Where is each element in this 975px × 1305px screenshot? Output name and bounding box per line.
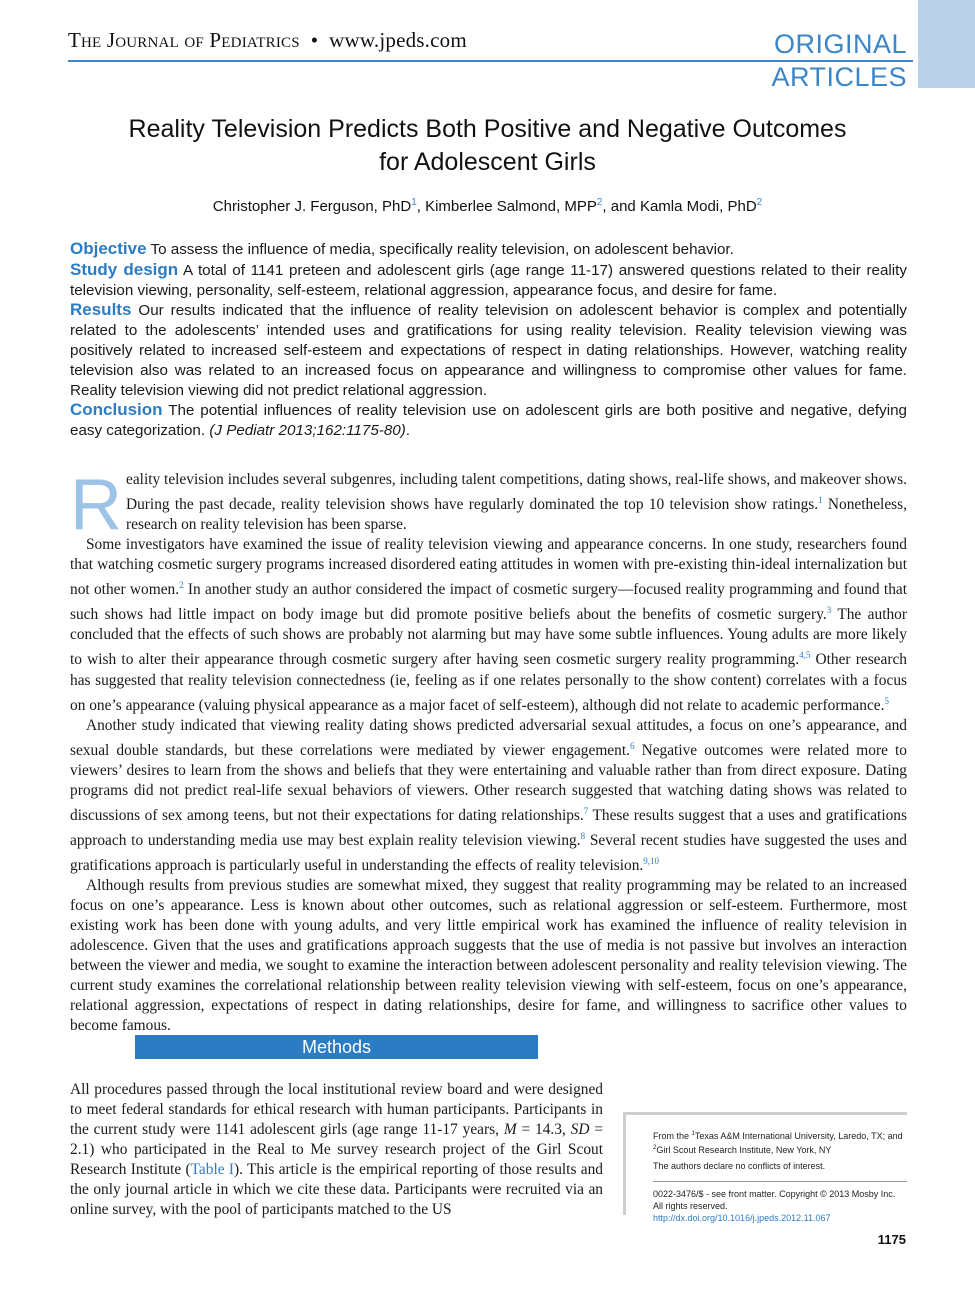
author-name: Christopher J. Ferguson, PhD — [212, 198, 412, 215]
paragraph — [70, 535, 907, 716]
paragraph-text: eality television includes several subgenres, including talent competitions, dating shows, real-life shows, and makeover shows. During the past decade, reality television shows have regularly dominated the top 10 television show ratings. — [126, 471, 907, 514]
author-name: Kimberlee Salmond, MPP — [425, 198, 597, 215]
paragraph-text: All procedures passed through the local institutional review board and were designed to meet federal standards for ethical research with human participants. Participants in the current study were 1141 adolescent girls (age range 11-17 years, — [70, 1081, 603, 1138]
footnote-text: From the — [653, 1131, 692, 1141]
paragraph-text: Nonetheless, research on reality television has been sparse. — [126, 496, 907, 534]
paragraph-text: Several recent studies have suggested the uses and gratifications approach is particularly useful in understanding the effects of reality television. — [70, 832, 907, 875]
abstract-text: To assess the influence of media, specifically reality television, on adolescent behavior. — [150, 241, 734, 258]
author-affiliation[interactable]: 1 — [411, 197, 417, 208]
abstract-results — [70, 300, 907, 400]
section-label-line2: ARTICLES — [771, 62, 907, 92]
paragraph-text: ). This article is the empirical reporting of those results and the only journal article in which we cite these data. Participants were recruited via an online survey, with the pool of participants matched to the US — [70, 1161, 603, 1218]
title-line2: for Adolescent Girls — [379, 148, 596, 176]
paragraph-text: In another study an author considered the impact of cosmetic surgery—focused reality programming and found that such shows had little impact on body image but did promote positive beliefs about the benefits of cosmetic surgery. — [70, 581, 908, 624]
section-side-tab — [918, 0, 975, 88]
paragraph-text: Some investigators have examined the issue of reality television viewing and appearance concerns. In one study, researchers found that watching cosmetic surgery programs increased disordered eating attitudes in women with pre-existing thin-ideal internalization but not other women. — [70, 536, 907, 599]
author-affiliation[interactable]: 2 — [596, 197, 603, 208]
paragraph-text: Another study indicated that viewing reality dating shows predicted adversarial sexual attitudes, a focus on one’s appearance, and sexual double standards, but these correlations were mediated by viewer engagement. — [70, 716, 907, 759]
abstract-text: The potential influences of reality television use on adolescent girls are both positive and negative, defying easy categorization. — [70, 402, 907, 440]
reference-link[interactable]: 7 — [583, 805, 589, 816]
footnote-box — [623, 1112, 907, 1224]
introduction — [70, 465, 908, 1036]
citation: (J Pediatr 2013;162:1175-80) — [209, 422, 406, 440]
footnote-text: Texas A&M International University, Laredo, TX; and — [694, 1131, 903, 1141]
conflict-statement: The authors declare no conflicts of interest. — [653, 1161, 826, 1171]
footnote-text: Girl Scout Research Institute, New York, NY — [656, 1145, 832, 1155]
reference-link[interactable]: 1 — [818, 495, 823, 505]
reference-link[interactable]: 2 — [179, 580, 184, 591]
journal-header — [68, 28, 467, 53]
dropcap: R — [70, 465, 122, 545]
stat-label: SD — [570, 1121, 590, 1138]
author-affiliation[interactable]: 2 — [756, 197, 763, 208]
abstract-label: Conclusion — [70, 400, 163, 420]
section-label-line1: ORIGINAL — [773, 29, 907, 59]
footnote-inner-rule — [653, 1181, 907, 1182]
abstract-label: Objective — [70, 239, 147, 258]
journal-url[interactable]: www.jpeds.com — [329, 28, 467, 52]
citation-end: . — [405, 422, 411, 440]
author-separator: , and — [602, 198, 640, 215]
author-separator: , — [416, 198, 426, 215]
doi-link[interactable]: http://dx.doi.org/10.1016/j.jpeds.2012.11.067 — [653, 1213, 831, 1223]
page-number: 1175 — [877, 1232, 906, 1247]
abstract-text: A total of 1141 preteen and adolescent girls (age range 11-17) answered questions related to their reality television viewing, personality, self-esteem, relational aggression, appearance focus, and desire for fame. — [70, 261, 907, 299]
paragraph — [70, 465, 907, 545]
copyright: 0022-3476/$ - see front matter. Copyright © 2013 Mosby Inc. — [653, 1189, 896, 1199]
affiliations — [623, 1128, 907, 1156]
paragraph: Although results from previous studies are somewhat mixed, they suggest that reality programming may be related to an increased focus on one’s appearance. Less is known about other outcomes, such as relational aggression or self-esteem. Furthermore, most existing work has been done with young adults, and very little empirical work has examined the influence of reality television in adolescence. Given that the uses and gratifications approach suggests that the use of media is not passive but involves an interaction between the viewer and media, we sought to examine the interaction between adolescent personality and reality television viewing. The current study examines the correlational relationship between reality television viewing with self-esteem, focus on one’s appearance, relational aggression, expectations of respect in dating relationships, desire for fame, and willingness to sacrifice other values to become famous. — [70, 877, 907, 1035]
methods-paragraph — [70, 1080, 603, 1220]
reference-link[interactable]: 8 — [580, 830, 586, 841]
stat-label: M — [503, 1121, 517, 1138]
footnote-rule — [623, 1112, 907, 1115]
journal-name: The Journal of Pediatrics — [68, 28, 300, 52]
reference-link[interactable]: 3 — [826, 605, 832, 616]
abstract — [70, 239, 907, 441]
header-bullet: • — [310, 28, 319, 52]
affiliation-number: 2 — [653, 1145, 657, 1151]
author-name: Kamla Modi, PhD — [639, 198, 757, 215]
affiliation-number: 1 — [691, 1131, 695, 1137]
stat-value: = 14.3, — [516, 1121, 571, 1138]
stat-value: = 2.1) who participated in the Real to Me survey research project of the Girl Scout Research Institute ( — [70, 1121, 603, 1178]
paragraph-text: Other research has suggested that reality television connectedness (ie, feeling as if one relates personally to the show content) correlates with a focus on one’s appearance (valuing physical appearance as a major facet of self-esteem), although did not relate to academic performance. — [70, 651, 908, 714]
reference-link[interactable]: 9,10 — [643, 856, 660, 866]
abstract-label: Results — [70, 300, 132, 320]
footnote-text: All rights reserved. — [653, 1201, 728, 1211]
table-link[interactable]: Table I — [190, 1161, 235, 1178]
article-title — [68, 113, 907, 179]
author-list — [68, 197, 907, 215]
abstract-label: Study design — [70, 259, 179, 279]
methods-heading: Methods — [135, 1035, 538, 1059]
abstract-design — [70, 260, 907, 301]
abstract-text: Our results indicated that the influence of reality television on adolescent behavior is complex and potentially related to the adolescents’ intended uses and gratifications for using reality television. Reality television viewing was positively related to increased self-esteem and expectations of respect in dating relationships. However, watching reality television also was related to an increased focus on appearance and willingness to compromise other values for fame. Reality television viewing did not predict relational aggression. — [70, 302, 907, 399]
paragraph-text: These results suggest that a uses and gratifications approach to understanding media use may best explain reality television viewing. — [70, 806, 907, 849]
paragraph-text: Negative outcomes were related more to viewers’ desires to learn from the shows and beliefs that they were entertaining and valuable rather than from direct exposure. Dating programs did not predict real-life sexual behaviors of viewers. Other research suggested that watching dating shows was related to discussions of sex among teens, but not their expectations for dating relationships. — [70, 741, 908, 824]
reference-link[interactable]: 5 — [884, 695, 889, 706]
abstract-conclusion — [70, 400, 907, 441]
abstract-objective — [70, 239, 907, 260]
title-line1: Reality Television Predicts Both Positive and Negative Outcomes — [128, 115, 847, 143]
reference-link[interactable]: 4,5 — [799, 650, 811, 661]
paragraph-text: The author concluded that the effects of such shows are probably not alarming but may have some subtle influences. Young adults are more likely to wish to alter their appearance through cosmetic surgery after having seen cosmetic surgery reality programming. — [70, 606, 907, 669]
section-label — [707, 28, 907, 94]
paragraph — [70, 716, 907, 877]
reference-link[interactable]: 6 — [629, 740, 635, 751]
rights-line — [623, 1200, 907, 1224]
